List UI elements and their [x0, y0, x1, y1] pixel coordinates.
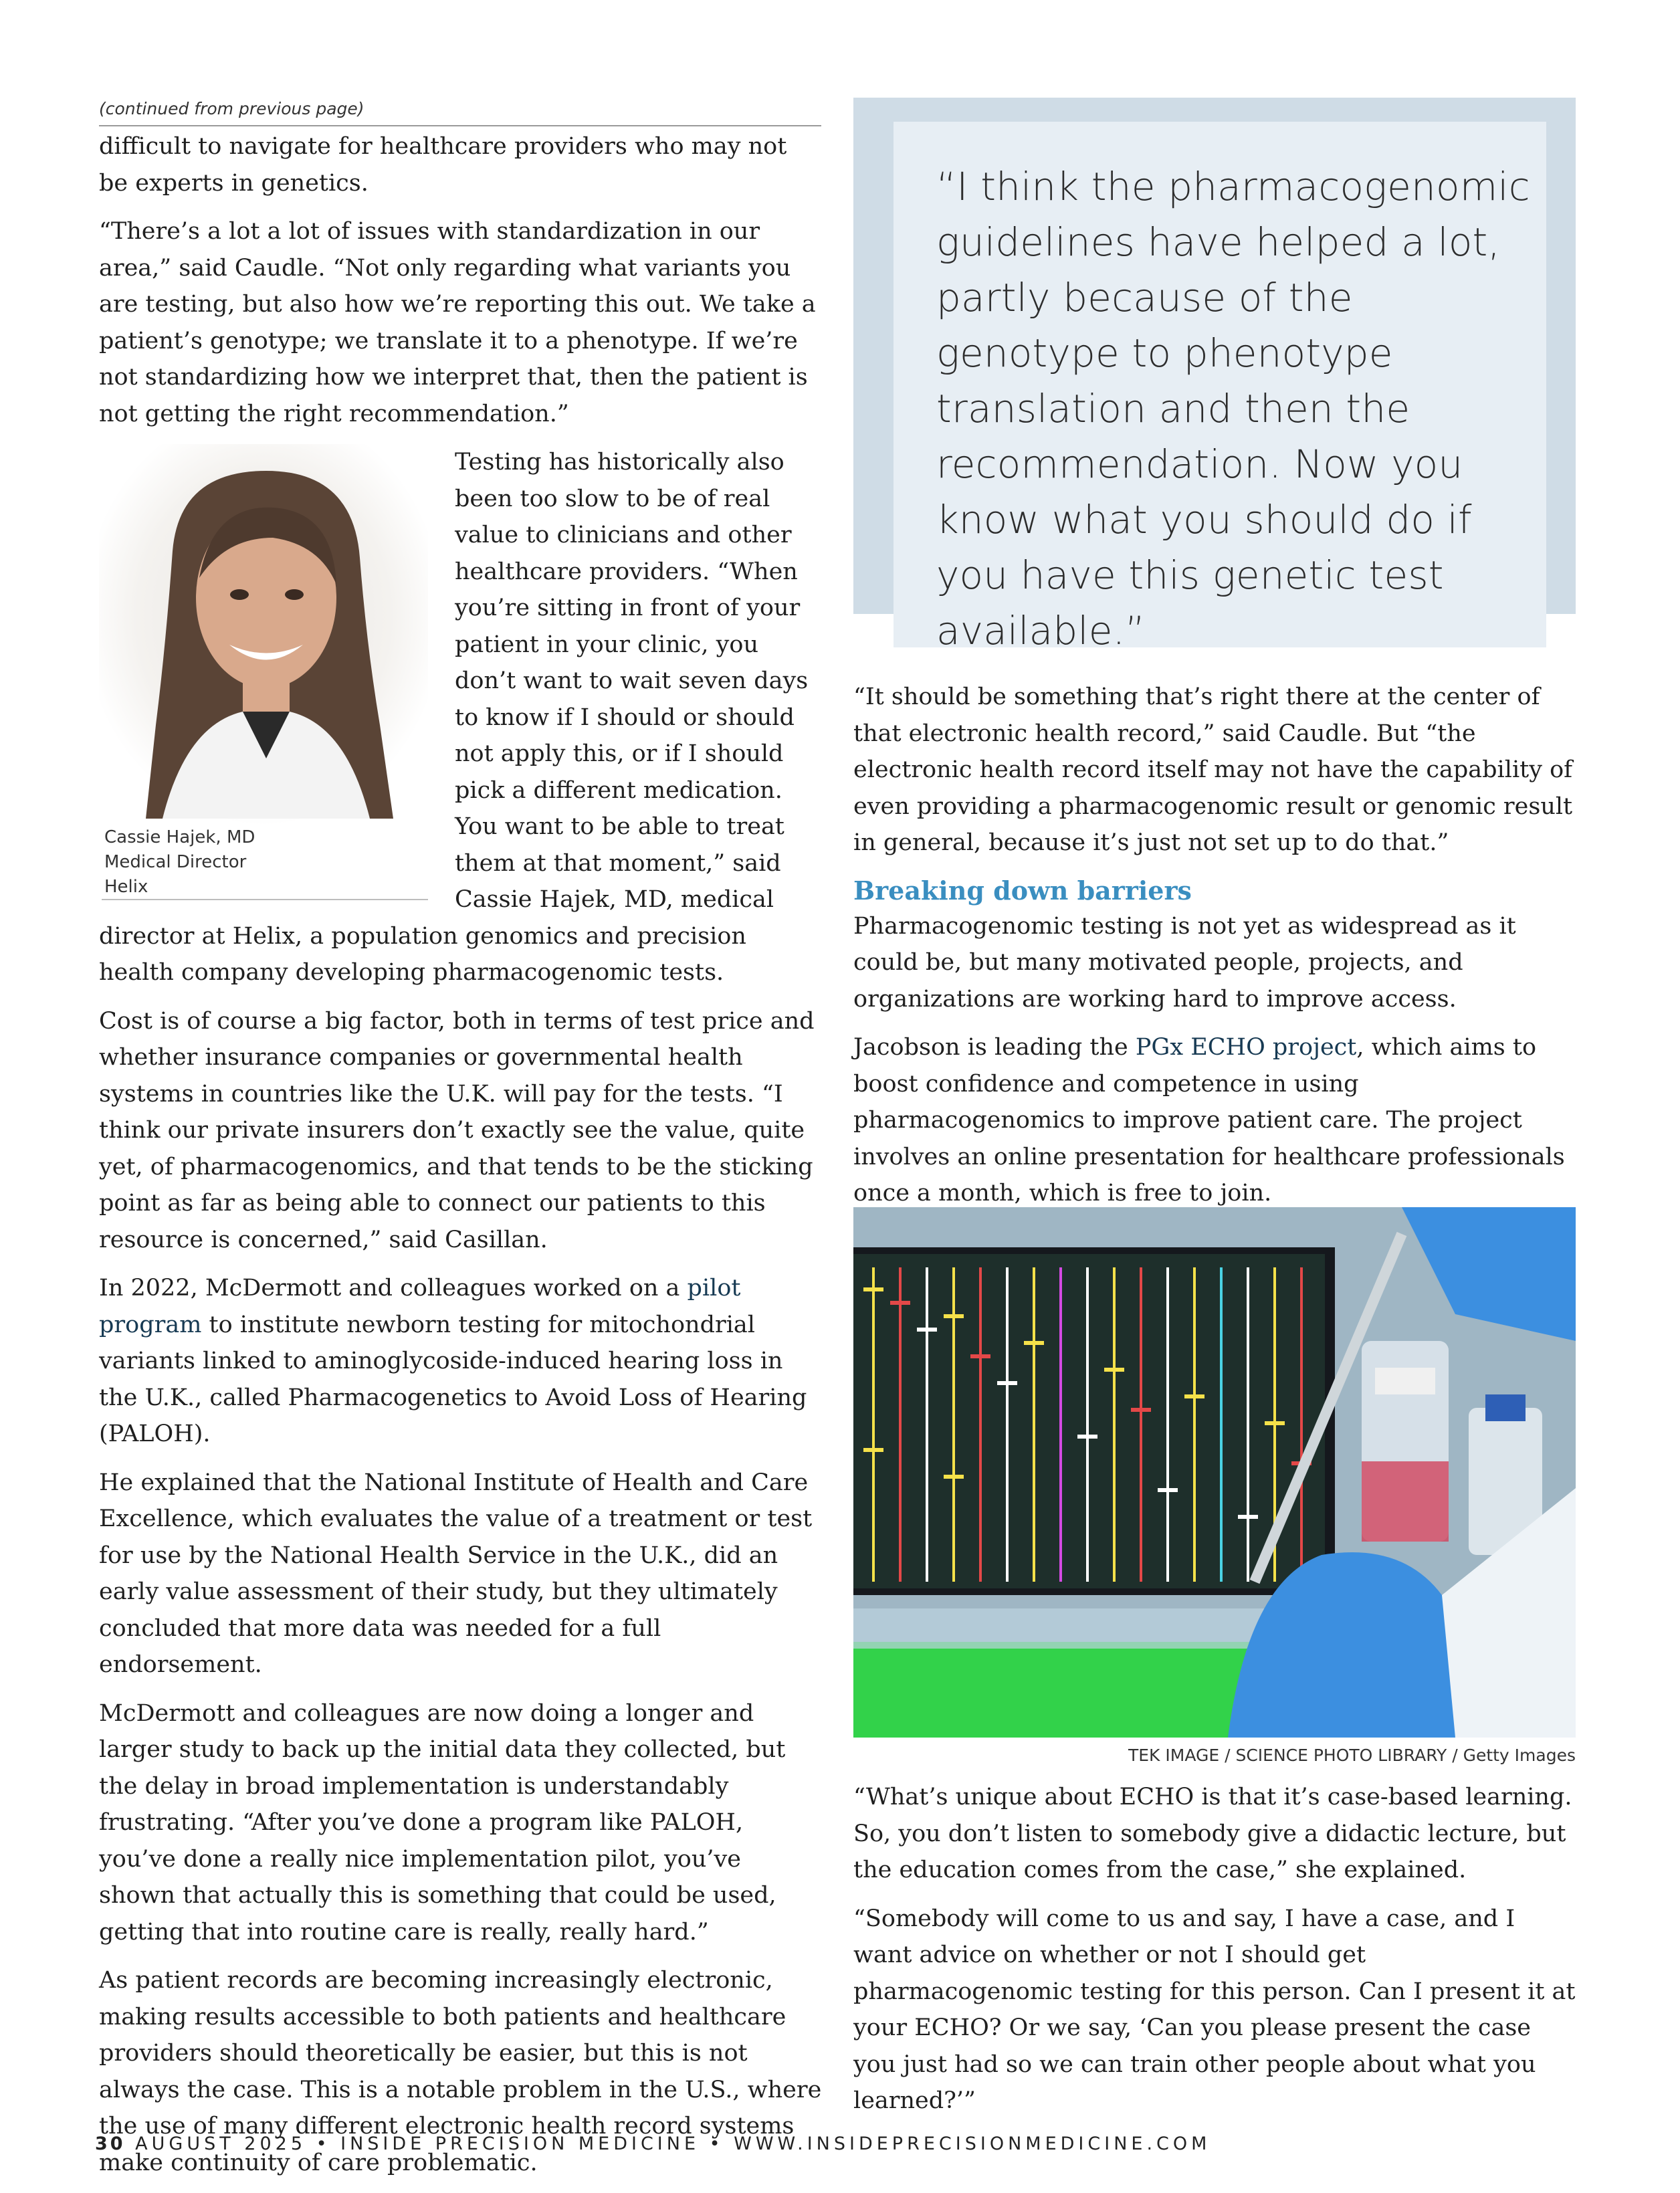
paragraph-text: Jacobson is leading the [853, 1034, 1136, 1061]
caption-org: Helix [104, 877, 148, 897]
section-heading: Breaking down barriers [853, 875, 1192, 906]
paragraph: “Somebody will come to us and say, I have a case, and I want advice on whether or not I should get pharmacogenomic testing for this person. Can I present it at your ECHO? Or we say, ‘Can you please present the case you just had so we can train other people about what you learned?’” [853, 1905, 1576, 2114]
paragraph [99, 1270, 823, 1453]
paragraph-text: , which aims to boost confidence and competence in using pharmacogenomics to improve patient care. The project involves an online presentation for healthcare professionals once a month, which is free to join. [853, 1034, 1565, 1207]
lab-photo-illustration [853, 1207, 1576, 1738]
lab-photo [853, 1207, 1576, 1738]
paragraph [853, 1029, 1576, 1212]
paragraph: Testing has historically also been too slow to be of real value to clinicians and other healthcare providers. “When you’re sitting in front of your patient in your clinic, you don’t want to wait seven days to know if I should or should not apply this, or if I should pick a different medication. You want to be able to treat them at that moment,” said Cassie Hajek, MD, medical director at Helix, a population genomics and precision health company developing pharmacogenomic tests. [99, 449, 809, 986]
paragraph: Cost is of course a big factor, both in terms of test price and whether insurance companies or governmental health systems in countries like the U.K. will pay for the tests. “I think our private insurers don’t exactly see the value, quite yet, of pharmacogenomics, and that tends to be the sticking point as far as being able to connect our patients to this resource is concerned,” said Casillan. [99, 1007, 815, 1253]
paragraph: “It should be something that’s right there at the center of that electronic health record,” said Caudle. But “the electronic health record itself may not have the capability of even providing a pharmacogenomic result or genomic result in general, because it’s just not set up to do that.” [853, 684, 1573, 856]
headshot-photo [99, 444, 428, 825]
left-column [99, 128, 823, 2193]
paragraph: As patient records are becoming increasingly electronic, making results accessible to both patients and healthcare providers should theoretically be easier, but this is not always the case. This is a notable problem in the U.S., where the use of many different electronic health record systems make continuity of care problematic. [99, 1967, 822, 2176]
page-number: 30 [95, 2133, 126, 2154]
right-column-lower [853, 1779, 1576, 2131]
caption-title: Medical Director [104, 852, 247, 872]
paragraph: “There’s a lot a lot of issues with standardization in our area,” said Caudle. “Not only regarding what variants you are testing, but also how we’re reporting this out. We take a patient’s genotype; we translate it to a phenotype. If we’re not standardizing how we interpret that, then the patient is not getting the right recommendation.” [99, 218, 816, 427]
page-footer [95, 2133, 1211, 2154]
paragraph-text: to institute newborn testing for mitochondrial variants linked to aminoglycoside-induced hearing loss in the U.K., called Pharmacogenetics to Avoid Loss of Hearing (PALOH). [99, 1311, 807, 1447]
caption-divider [102, 899, 428, 900]
paragraph: Pharmacogenomic testing is not yet as widespread as it could be, but many motivated people, projects, and organizations are working hard to improve access. [853, 912, 1516, 1013]
pilot-program-link[interactable]: pilot program [99, 1275, 741, 1338]
footer-text: AUGUST 2025 • INSIDE PRECISION MEDICINE • WWW.INSIDEPRECISIONMEDICINE.COM [135, 2133, 1211, 2154]
headshot-caption [104, 825, 255, 900]
continued-note: (continued from previous page) [99, 99, 821, 126]
photo-credit: TEK IMAGE / SCIENCE PHOTO LIBRARY / Getty Images [1128, 1746, 1576, 1765]
headshot-figure [99, 444, 428, 912]
paragraph: McDermott and colleagues are now doing a longer and larger study to back up the initial data they collected, but the delay in broad implementation is understandably frustrating. “After you’ve done a program like PALOH, you’ve done a really nice implementation pilot, you’ve shown that actually this is something that could be used, getting that into routine care is really, really hard.” [99, 1699, 786, 1946]
paragraph: difficult to navigate for healthcare providers who may not be experts in genetics. [99, 133, 787, 197]
pgx-echo-link[interactable]: PGx ECHO project [1135, 1034, 1357, 1061]
paragraph: “What’s unique about ECHO is that it’s case-based learning. So, you don’t listen to somebody give a didactic lecture, but the education comes from the case,” she explained. [853, 1784, 1572, 1883]
caption-name: Cassie Hajek, MD [104, 827, 255, 847]
paragraph-text: In 2022, McDermott and colleagues worked on a [99, 1275, 688, 1301]
pull-quote: “I think the pharmacogenomic guidelines have helped a lot, partly because of the genotype to phenotype translation and then the recommendation. Now you know what you should do if you have this genetic test available.” [936, 164, 1530, 653]
paragraph: He explained that the National Institute of Health and Care Excellence, which evaluates the value of a treatment or test for use by the National Health Service in the U.K., did an early value assessment of their study, but they ultimately concluded that more data was needed for a full endorsement. [99, 1469, 813, 1678]
right-column [853, 679, 1576, 1224]
